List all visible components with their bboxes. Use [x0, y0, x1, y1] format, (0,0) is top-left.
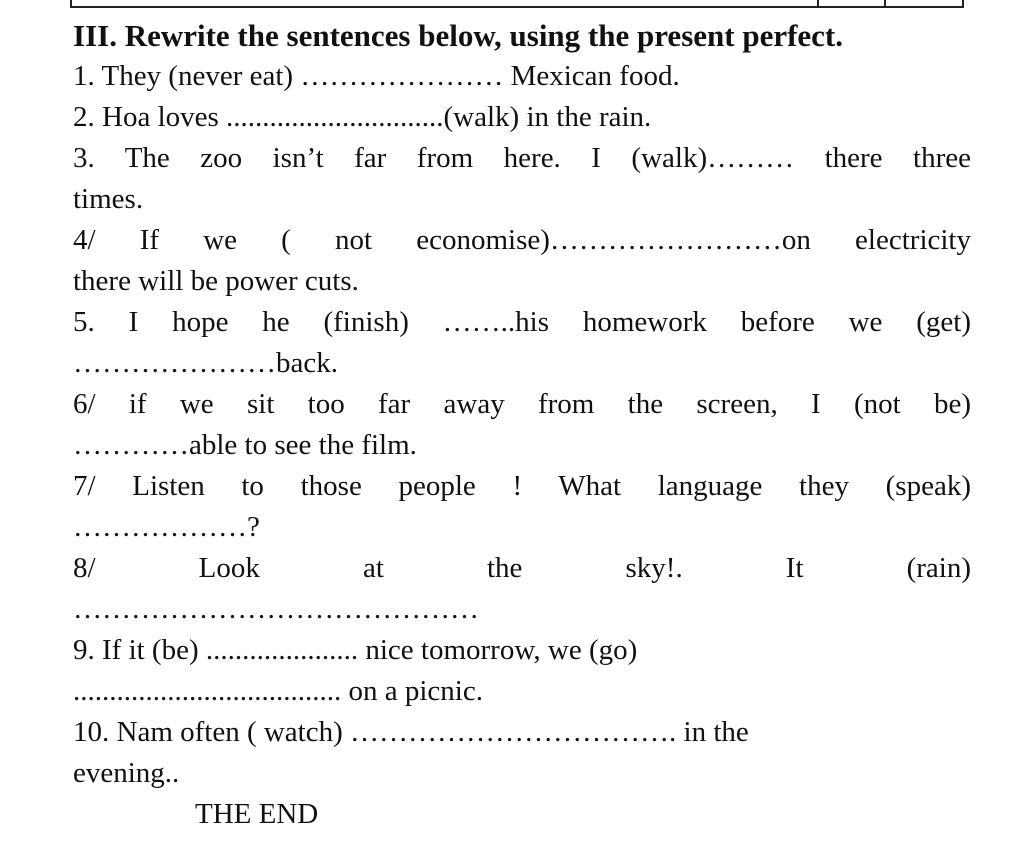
- question-6: [73, 384, 971, 466]
- question-text-continued: times.: [73, 183, 144, 215]
- top-table-border: [70, 0, 964, 8]
- question-text: 10. Nam often ( watch) ……………………………. in the: [73, 716, 749, 748]
- exercise-document: [73, 8, 971, 835]
- question-text-continued: ..................................... on a picnic.: [73, 675, 483, 707]
- question-2: [73, 97, 971, 138]
- document-footer: THE END: [195, 798, 319, 830]
- question-3: [73, 138, 971, 220]
- question-text-continued: ………………?: [73, 511, 260, 543]
- question-text-continued: …………able to see the film.: [73, 429, 417, 461]
- question-7: [73, 466, 971, 548]
- exercise-heading: III. Rewrite the sentences below, using the present perfect.: [73, 18, 844, 53]
- question-text: 5. I hope he (finish) ……..his homework before we (get): [73, 306, 971, 338]
- question-4: [73, 220, 971, 302]
- question-text-continued: there will be power cuts.: [73, 265, 359, 297]
- question-text-continued: ……………………………………: [73, 593, 479, 625]
- question-text: 3. The zoo isn’t far from here. I (walk)……… there three: [73, 142, 971, 174]
- question-text: 9. If it (be) ..................... nice tomorrow, we (go): [73, 634, 638, 666]
- question-1: [73, 56, 971, 97]
- table-divider: [817, 0, 819, 8]
- question-text-continued: evening..: [73, 757, 180, 789]
- question-text: 4/ If we ( not economise)……………………on electricity: [73, 224, 971, 256]
- question-text: 6/ if we sit too far away from the screen, I (not be): [73, 388, 971, 420]
- question-text: 2. Hoa loves ..............................(walk) in the rain.: [73, 101, 652, 133]
- question-10: [73, 712, 971, 794]
- question-9: [73, 630, 971, 712]
- question-text: 1. They (never eat) ………………… Mexican food.: [73, 60, 680, 92]
- question-text: 7/ Listen to those people ! What language they (speak): [73, 470, 971, 502]
- question-5: [73, 302, 971, 384]
- table-divider: [884, 0, 886, 8]
- question-text-continued: …………………back.: [73, 347, 338, 379]
- question-8: [73, 548, 971, 630]
- question-text: 8/ Look at the sky!. It (rain): [73, 552, 971, 584]
